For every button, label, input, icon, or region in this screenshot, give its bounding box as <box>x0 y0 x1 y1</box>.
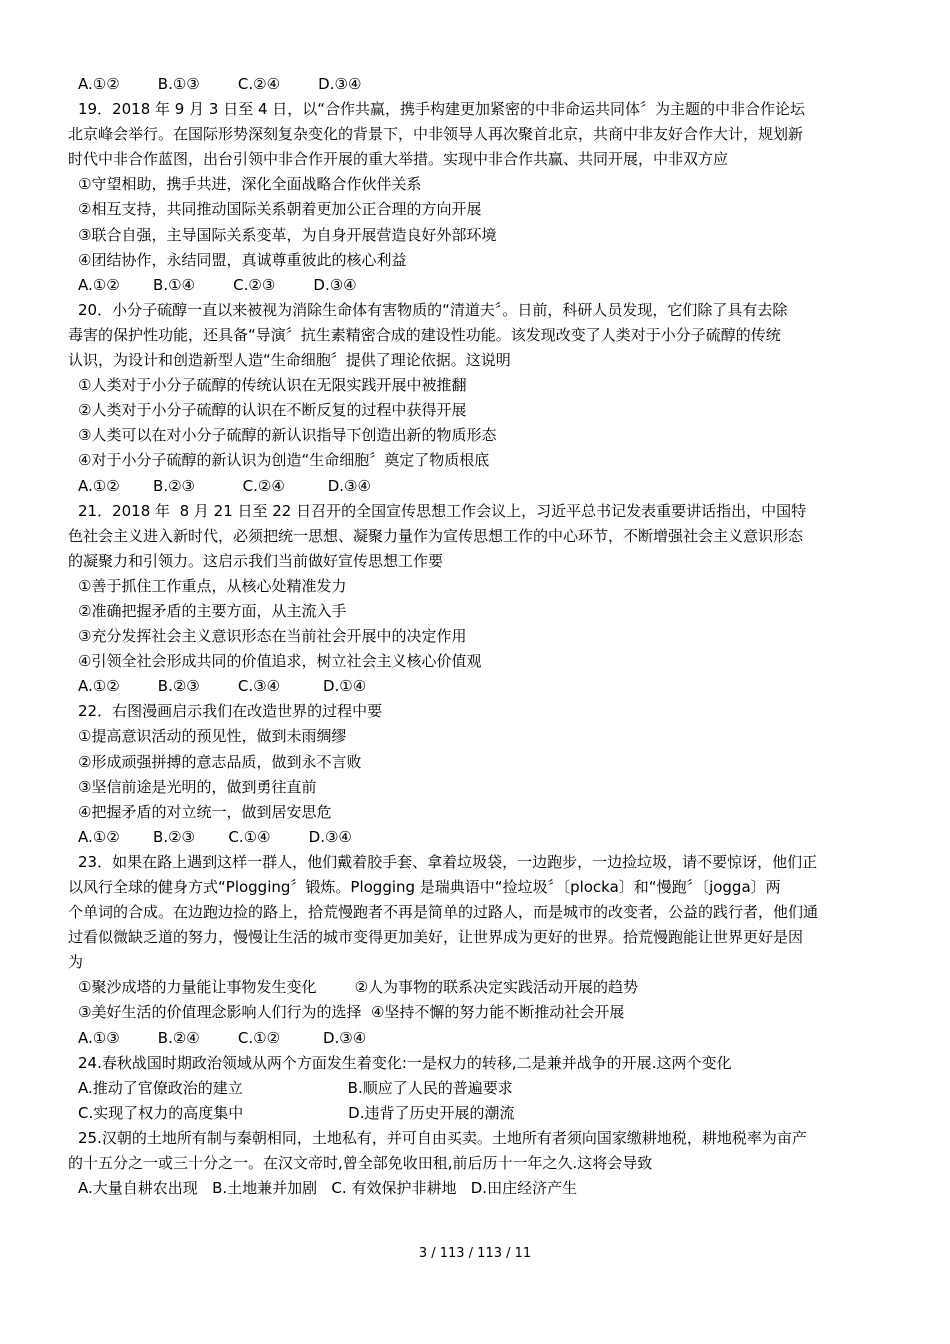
text-line: 为 <box>68 953 84 972</box>
text-line: ①聚沙成塔的力量能让事物发生变化 ②人为事物的联系决定实践活动开展的趋势 <box>78 978 639 997</box>
page-footer: 3 / 113 / 113 / 11 <box>418 1246 532 1261</box>
text-line: 24.春秋战国时期政治领域从两个方面发生着变化:一是权力的转移,二是兼并战争的开展.这两个变化 <box>78 1053 732 1072</box>
text-line: A.①② B.①④ C.②③ D.③④ <box>78 275 357 294</box>
text-line: 认识，为设计和创造新型人造“生命细胞〞提供了理论依据。这说明 <box>68 351 511 370</box>
text-line: ②人类对于小分子硫醇的认识在不断反复的过程中获得开展 <box>78 401 467 420</box>
text-line: A.大量自耕农出现 B.土地兼并加剧 C. 有效保护非耕地 D.田庄经济产生 <box>78 1179 578 1198</box>
text-line: ③美好生活的价值理念影响人们行为的选择 ④坚持不懈的努力能不断推动社会开展 <box>78 1003 625 1022</box>
text-line: A.①② B.②③ C.①④ D.③④ <box>78 827 352 846</box>
page-body-text <box>68 72 883 1201</box>
text-line: 色社会主义进入新时代，必须把统一思想、凝聚力量作为宣传思想工作的中心环节，不断增强社会主义意识形态 <box>68 526 804 545</box>
text-line: ②形成顽强拼搏的意志品质，做到永不言败 <box>78 752 362 771</box>
text-line: ①守望相助，携手共进，深化全面战略合作伙伴关系 <box>78 175 422 194</box>
text-line: A.推动了官僚政治的建立 B.顺应了人民的普遍要求 <box>78 1078 513 1097</box>
text-line: A.①② B.①③ C.②④ D.③④ <box>78 75 362 93</box>
text-line: ③人类可以在对小分子硫醇的新认识指导下创造出新的物质形态 <box>78 426 497 445</box>
text-line: 25.汉朝的土地所有制与秦朝相同，土地私有，并可自由买卖。土地所有者须向国家缴耕地税，耕地税率为亩产 <box>78 1128 807 1147</box>
text-line: 的凝聚力和引领力。这启示我们当前做好宣传思想工作要 <box>68 551 444 570</box>
text-line: 过看似微缺乏道的努力，慢慢让生活的城市变得更加美好，让世界成为更好的世界。拾荒慢跑能让世界更好是因 <box>68 928 804 947</box>
text-line: 个单词的合成。在边跑边捡的路上，拾荒慢跑者不再是简单的过路人，而是城市的改变者，公益的践行者，他们通 <box>68 903 819 922</box>
text-line: ②相互支持，共同推动国际关系朝着更加公正合理的方向开展 <box>78 200 482 219</box>
text-line: ④对于小分子硫醇的新认识为创造“生命细胞〞奠定了物质根底 <box>78 451 490 470</box>
text-line: A.①③ B.②④ C.①② D.③④ <box>78 1028 367 1047</box>
text-line: 北京峰会举行。在国际形势深刻复杂变化的背景下，中非领导人再次聚首北京，共商中非友好合作大计，规划新 <box>68 125 804 144</box>
text-line: 毒害的保护性功能，还具备“导演〞抗生素精密合成的建设性功能。该发现改变了人类对于小分子硫醇的传统 <box>68 325 781 344</box>
text-line: 22．右图漫画启示我们在改造世界的过程中要 <box>78 702 383 721</box>
text-line: ②准确把握矛盾的主要方面，从主流入手 <box>78 601 347 620</box>
text-line: 21．2018 年 8 月 21 日至 22 日召开的全国宣传思想工作会议上，习近平总书记发表重要讲话指出，中国特 <box>78 501 807 520</box>
text-line: ④把握矛盾的对立统一，做到居安思危 <box>78 802 332 821</box>
text-line: 以风行全球的健身方式“Plogging〞锻炼。Plogging 是瑞典语中“捡垃圾〞〔plocka〕和“慢跑〞〔jogga〕两 <box>68 878 781 896</box>
text-line: ①提高意识活动的预见性，做到未雨绸缪 <box>78 727 347 746</box>
text-line: ③联合自强，主导国际关系变革，为自身开展营造良好外部环境 <box>78 225 497 244</box>
text-line: ①人类对于小分子硫醇的传统认识在无限实践开展中被推翻 <box>78 376 467 395</box>
text-line: ④团结协作，永结同盟，真诚尊重彼此的核心利益 <box>78 250 407 269</box>
text-line: ①善于抓住工作重点，从核心处精准发力 <box>78 576 347 595</box>
text-line: 时代中非合作蓝图，出台引领中非合作开展的重大举措。实现中非合作共赢、共同开展，中非双方应 <box>68 150 729 169</box>
text-line: A.①② B.②③ C.③④ D.①④ <box>78 677 367 696</box>
text-line: ③充分发挥社会主义意识形态在当前社会开展中的决定作用 <box>78 627 467 646</box>
text-line: 19．2018 年 9 月 3 日至 4 日，以“合作共赢，携手构建更加紧密的中非命运共同体〞为主题的中非合作论坛 <box>78 100 806 119</box>
text-line: 23．如果在路上遇到这样一群人，他们戴着胶手套、拿着垃圾袋，一边跑步，一边捡垃圾，请不要惊讶，他们正 <box>78 852 818 871</box>
text-line: ④引领全社会形成共同的价值追求，树立社会主义核心价值观 <box>78 652 482 671</box>
text-line: C.实现了权力的高度集中 D.违背了历史开展的潮流 <box>78 1103 515 1122</box>
text-line: 的十五分之一或三十分之一。在汉文帝时,曾全部免收田租,前后历十一年之久.这将会导致 <box>68 1154 653 1173</box>
text-line: ③坚信前途是光明的，做到勇往直前 <box>78 777 317 796</box>
text-line: 20．小分子硫醇一直以来被视为消除生命体有害物质的“清道夫〞。日前，科研人员发现，它们除了具有去除 <box>78 300 788 319</box>
text-line: A.①② B.②③ C.②④ D.③④ <box>78 476 371 495</box>
